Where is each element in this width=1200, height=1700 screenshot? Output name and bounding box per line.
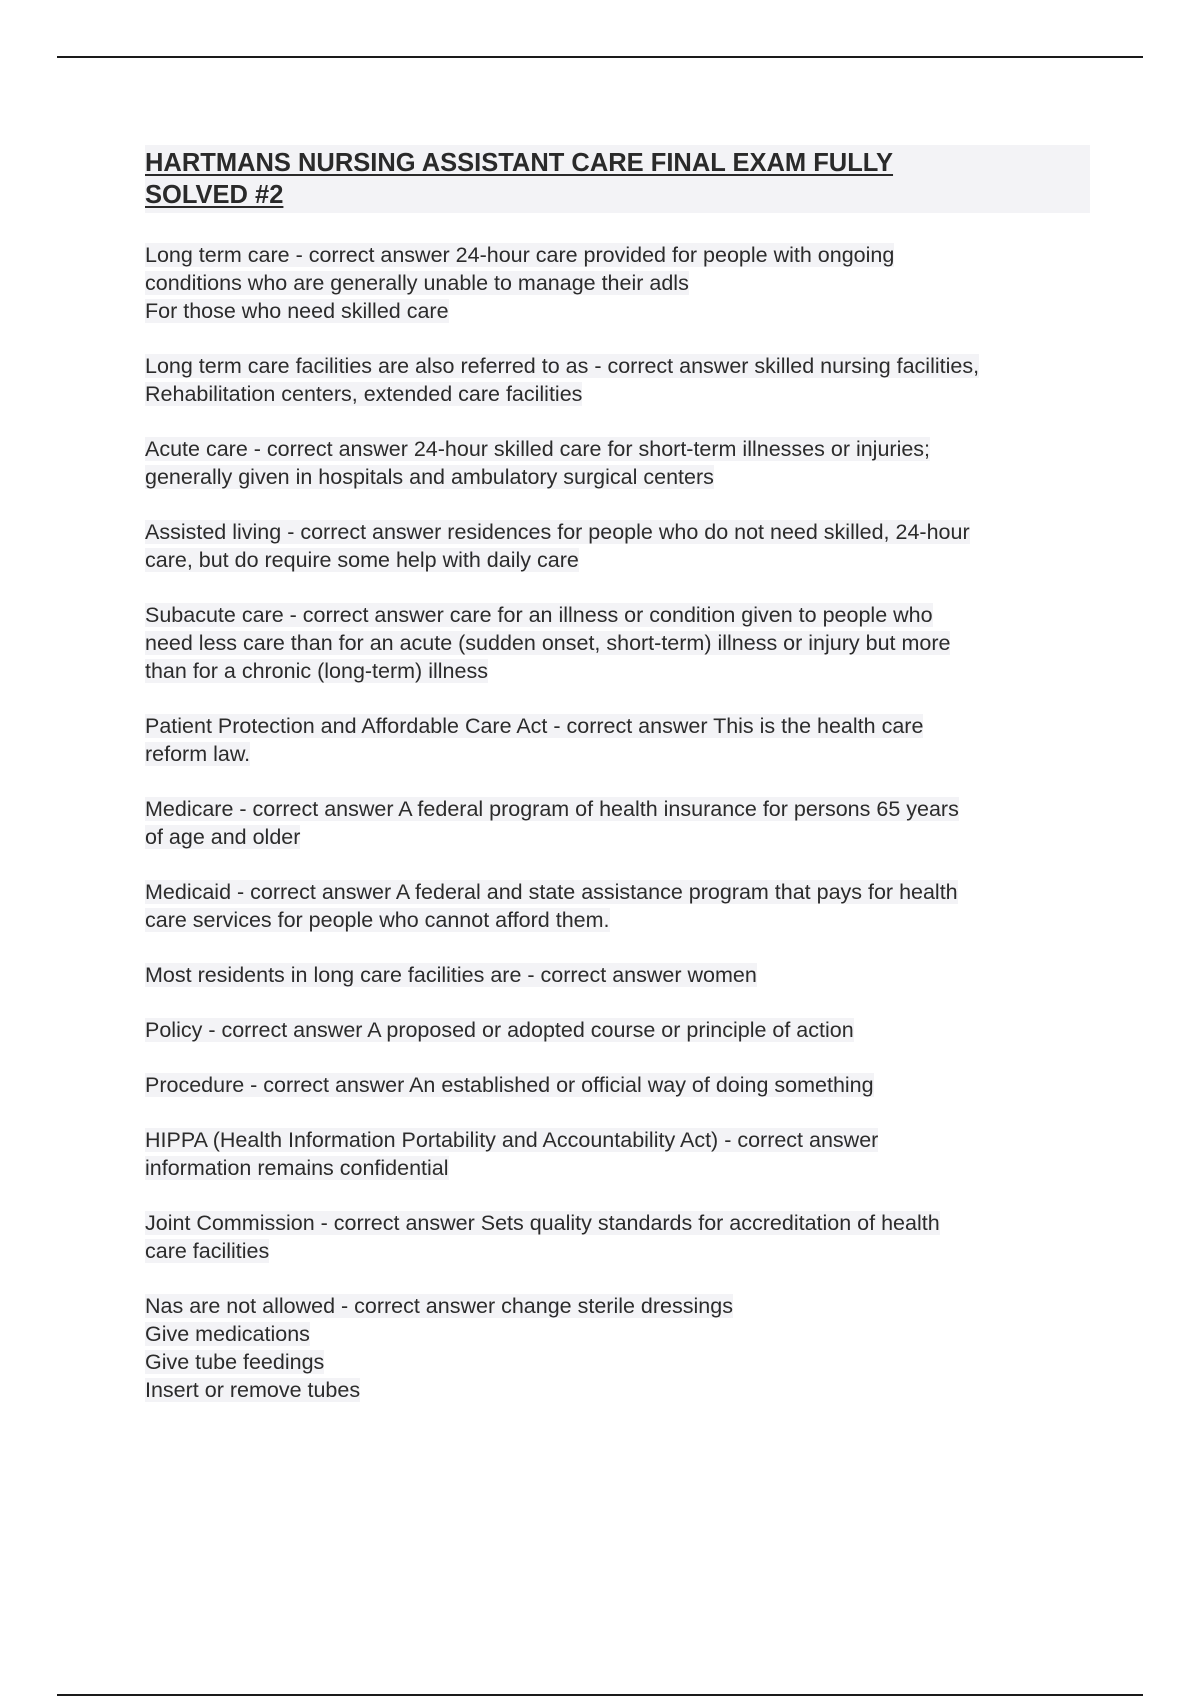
entry-text: reform law. xyxy=(145,742,251,766)
entry-line xyxy=(145,629,1090,657)
qa-entry xyxy=(145,712,1090,768)
entry-line xyxy=(145,435,1090,463)
entry-text: generally given in hospitals and ambulatory surgical centers xyxy=(145,465,714,489)
qa-entry xyxy=(145,1292,1090,1404)
entry-line xyxy=(145,269,1090,297)
entry-text: Nas are not allowed - correct answer change sterile dressings xyxy=(145,1294,733,1318)
entry-line xyxy=(145,1348,1090,1376)
entry-line xyxy=(145,740,1090,768)
qa-entry xyxy=(145,518,1090,574)
entry-text: care facilities xyxy=(145,1239,270,1263)
qa-entry xyxy=(145,878,1090,934)
document-title xyxy=(145,145,1090,213)
entry-text: care services for people who cannot afford them. xyxy=(145,908,610,932)
entry-text: Insert or remove tubes xyxy=(145,1378,361,1402)
entry-list xyxy=(145,241,1090,1404)
entry-line xyxy=(145,601,1090,629)
entry-text: need less care than for an acute (sudden onset, short-term) illness or injury but more xyxy=(145,631,951,655)
entry-text: Long term care facilities are also referred to as - correct answer skilled nursing facilities, xyxy=(145,354,980,378)
qa-entry xyxy=(145,1209,1090,1265)
entry-line xyxy=(145,795,1090,823)
entry-line xyxy=(145,1237,1090,1265)
entry-line xyxy=(145,546,1090,574)
entry-line xyxy=(145,878,1090,906)
qa-entry xyxy=(145,1016,1090,1044)
qa-entry xyxy=(145,961,1090,989)
entry-text: Policy - correct answer A proposed or adopted course or principle of action xyxy=(145,1018,854,1042)
document-body xyxy=(145,145,1090,1431)
qa-entry xyxy=(145,435,1090,491)
entry-line xyxy=(145,1376,1090,1404)
entry-text: Acute care - correct answer 24-hour skilled care for short-term illnesses or injuries; xyxy=(145,437,931,461)
entry-line xyxy=(145,961,1090,989)
entry-line xyxy=(145,463,1090,491)
entry-text: Rehabilitation centers, extended care facilities xyxy=(145,382,583,406)
entry-line xyxy=(145,352,1090,380)
entry-text: Most residents in long care facilities are - correct answer women xyxy=(145,963,757,987)
entry-text: For those who need skilled care xyxy=(145,299,449,323)
entry-line xyxy=(145,1320,1090,1348)
entry-line xyxy=(145,297,1090,325)
entry-text: information remains confidential xyxy=(145,1156,449,1180)
bottom-rule xyxy=(57,1694,1143,1696)
entry-line xyxy=(145,1016,1090,1044)
entry-text: Assisted living - correct answer residences for people who do not need skilled, 24-hour xyxy=(145,520,970,544)
entry-line xyxy=(145,1209,1090,1237)
entry-line xyxy=(145,823,1090,851)
entry-text: Subacute care - correct answer care for an illness or condition given to people who xyxy=(145,603,933,627)
qa-entry xyxy=(145,1071,1090,1099)
entry-text: Give tube feedings xyxy=(145,1350,325,1374)
entry-text: Patient Protection and Affordable Care Act - correct answer This is the health care xyxy=(145,714,924,738)
entry-text: Medicare - correct answer A federal program of health insurance for persons 65 years xyxy=(145,797,959,821)
entry-text: care, but do require some help with daily care xyxy=(145,548,579,572)
qa-entry xyxy=(145,795,1090,851)
entry-line xyxy=(145,1126,1090,1154)
entry-line xyxy=(145,241,1090,269)
entry-line xyxy=(145,1154,1090,1182)
qa-entry xyxy=(145,352,1090,408)
entry-line xyxy=(145,518,1090,546)
top-rule xyxy=(57,56,1143,58)
entry-line xyxy=(145,712,1090,740)
entry-text: Long term care - correct answer 24-hour care provided for people with ongoing xyxy=(145,243,895,267)
qa-entry xyxy=(145,601,1090,685)
entry-line xyxy=(145,1071,1090,1099)
entry-text: Give medications xyxy=(145,1322,310,1346)
entry-line xyxy=(145,906,1090,934)
entry-line xyxy=(145,657,1090,685)
entry-text: Procedure - correct answer An established or official way of doing something xyxy=(145,1073,874,1097)
entry-text: Medicaid - correct answer A federal and state assistance program that pays for health xyxy=(145,880,958,904)
entry-text: conditions who are generally unable to manage their adls xyxy=(145,271,689,295)
entry-text: Joint Commission - correct answer Sets quality standards for accreditation of health xyxy=(145,1211,940,1235)
title-line: HARTMANS NURSING ASSISTANT CARE FINAL EXAM FULLY xyxy=(145,149,894,177)
title-line: SOLVED #2 xyxy=(145,181,284,209)
entry-line xyxy=(145,1292,1090,1320)
qa-entry xyxy=(145,241,1090,325)
entry-text: of age and older xyxy=(145,825,301,849)
entry-text: than for a chronic (long-term) illness xyxy=(145,659,488,683)
qa-entry xyxy=(145,1126,1090,1182)
entry-text: HIPPA (Health Information Portability and Accountability Act) - correct answer xyxy=(145,1128,879,1152)
entry-line xyxy=(145,380,1090,408)
